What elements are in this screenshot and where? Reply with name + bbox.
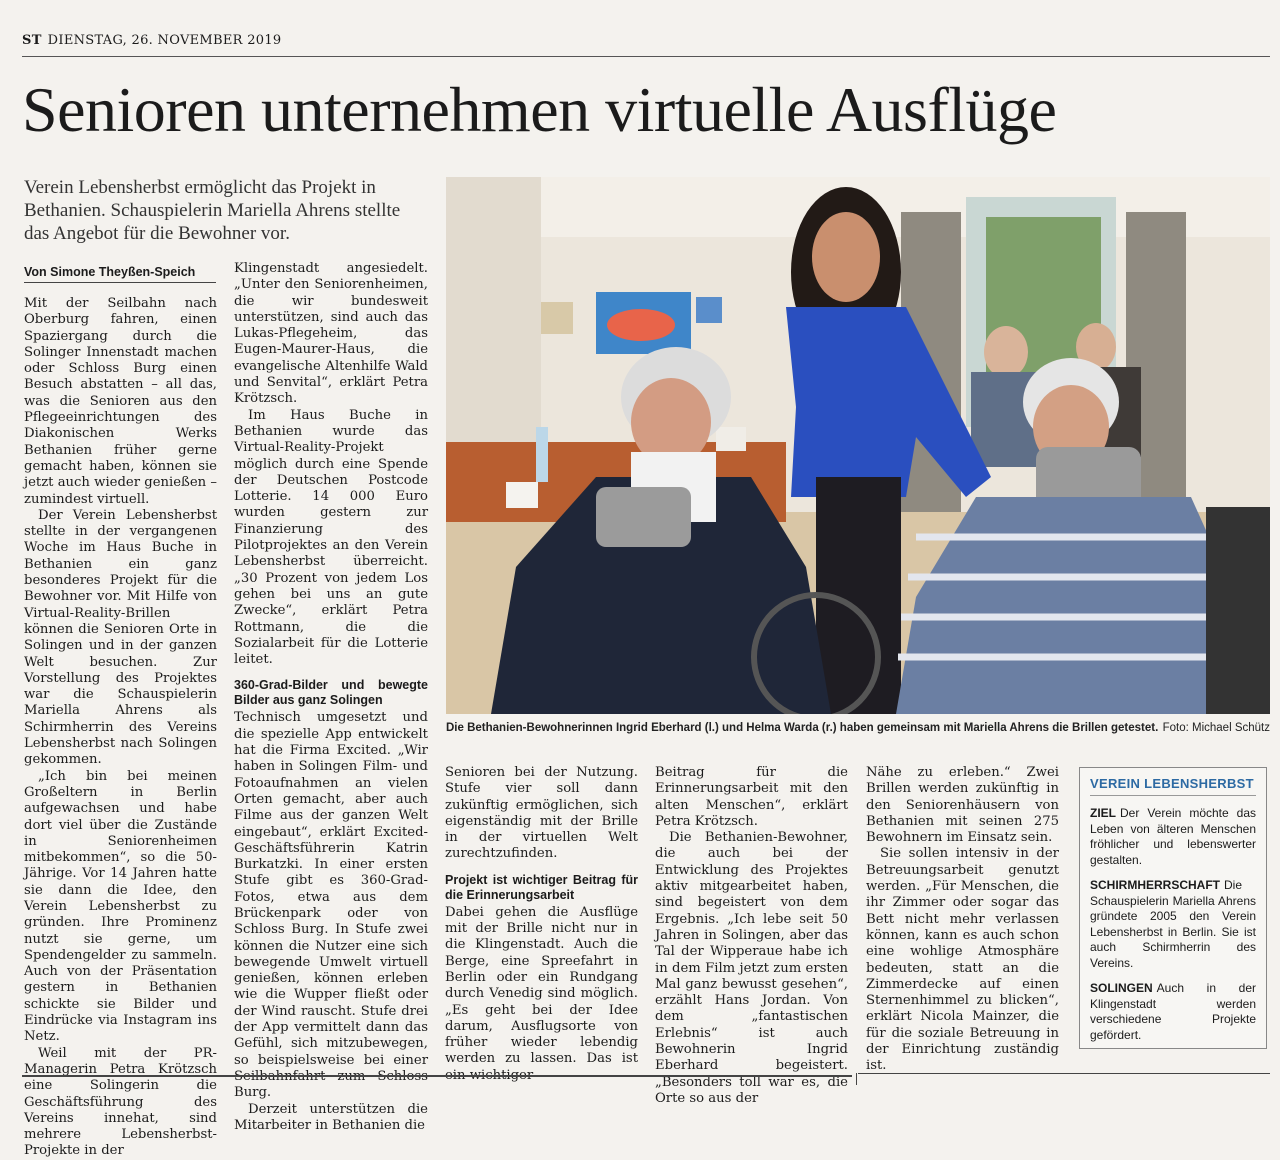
bottom-divider — [856, 1073, 857, 1085]
masthead — [22, 33, 281, 48]
paragraph: Nähe zu erleben.“ Zwei Brillen werden zukünftig in den Seniorenhäusern von Bethanien mit seinen 275 Bewohnern im Einsatz sein. — [866, 765, 1059, 846]
paragraph: Beitrag für die Erinnerungsarbeit mit den alten Menschen“, erklärt Petra Krötzsch. — [655, 765, 848, 829]
bottom-rule-right — [858, 1073, 1270, 1074]
info-label: SOLINGEN — [1090, 981, 1153, 995]
top-rule — [22, 56, 1270, 57]
info-solingen — [1090, 981, 1256, 1043]
photo-credit: Foto: Michael Schütz — [1162, 722, 1270, 734]
info-label: ZIEL — [1090, 806, 1116, 820]
paragraph: Dabei gehen die Ausflüge mit der Brille nicht nur in die Klingenstadt. Auch die Berge, eine Spreefahrt in Berlin oder ein Rundgang durch Venedig sind möglich. „Es geht bei der Idee darum, Ausflugsorte von früher wieder lebendig werden zu lassen. Das ist ein wichtiger — [445, 904, 638, 1083]
article-column-1 — [24, 296, 217, 1160]
article-column-5 — [866, 765, 1059, 1075]
issue-date: DIENSTAG, 26. NOVEMBER 2019 — [47, 33, 282, 48]
bottom-rule — [22, 1075, 852, 1077]
intertitle: 360-Grad-Bilder und bewegte Bilder aus ganz Solingen — [234, 678, 428, 708]
paragraph: Klingenstadt angesiedelt. „Unter den Seniorenheimen, die wir bundesweit unterstützen, sind auch das Lukas-Pflegeheim, das Eugen-Maurer-Haus, die evangelische Altenhilfe Wald und Senvital“, erklärt Petra Krötzsch. — [234, 261, 428, 407]
info-schirmherrschaft — [1090, 878, 1256, 971]
info-text: Auch in der Klingenstadt werden verschiedene Projekte gefördert. — [1090, 981, 1256, 1042]
paragraph: Der Verein Lebensherbst stellte in der vergangenen Woche im Haus Buche in Bethanien ein ganz besonderes Projekt für die Bewohner vor. Mit Hilfe von Virtual-Reality-Brillen können die Senioren Orte in Solingen und in der ganzen Welt besuchen. Zur Vorstellung des Projektes war die Schauspielerin Mariella Ahrens als Schirmherrin des Vereins Lebensherbst nach Solingen gekommen. — [24, 507, 217, 768]
paragraph: „Ich bin bei meinen Großeltern in Berlin aufgewachsen und habe dort viel über die Zustände in Seniorenheimen mitbekommen“, so die 50-Jährige. Vor 14 Jahren hatte sie dann die Idee, den Verein Lebensherbst zu gründen. Ihre Prominenz nutzt sie gerne, um Spendengelder zu sammeln. Auch von der Präsentation gestern in Bethanien schickte sie Bilder und Eindrücke via Instagram ins Netz. — [24, 768, 217, 1045]
article-column-4 — [655, 765, 848, 1107]
paper-abbrev: ST — [22, 33, 42, 48]
info-box — [1079, 767, 1267, 1049]
headline: Senioren unternehmen virtuelle Ausflüge — [22, 74, 1057, 145]
paragraph: Senioren bei der Nutzung. Stufe vier soll dann zukünftig ermöglichen, sich eigenständig mit der Brille in der virtuellen Welt zurechtzufinden. — [445, 765, 638, 862]
paragraph: Im Haus Buche in Bethanien wurde das Virtual-Reality-Projekt möglich durch eine Spende der Deutschen Postcode Lotterie. 14 000 Euro wurden gestern zur Finanzierung des Pilotprojektes an den Verein Lebensherbst überreicht. „30 Prozent von jedem Los gehen bei uns an gute Zwecke“, erklärt Petra Rottmann, die die Sozialarbeit für die Lotterie leitet. — [234, 407, 428, 668]
photo-caption — [446, 722, 1270, 734]
caption-text: Die Bethanien-Bewohnerinnen Ingrid Eberhard (l.) und Helma Warda (r.) haben gemeinsam mit Mariella Ahrens die Brillen getestet. — [446, 722, 1159, 734]
byline: Von Simone Theyßen-Speich — [24, 265, 216, 283]
photo-illustration — [446, 177, 1270, 714]
info-box-title: VEREIN LEBENSHERBST — [1090, 776, 1256, 796]
intertitle: Projekt ist wichtiger Beitrag für die Erinnerungsarbeit — [445, 872, 638, 902]
paragraph: Derzeit unterstützen die Mitarbeiter in Bethanien die — [234, 1101, 428, 1133]
info-label: SCHIRMHERRSCHAFT — [1090, 878, 1220, 892]
paragraph: Mit der Seilbahn nach Oberburg fahren, einen Spaziergang durch die Solinger Innenstadt machen oder Schloss Burg einen Besuch abstatten – all das, was die Senioren aus den Pflegeeinrichtungen des Diakonischen Werks Bethanien früher gerne gemacht haben, können sie jetzt auch wieder genießen – zumindest virtuell. — [24, 296, 217, 507]
paragraph: Technisch umgesetzt und die spezielle App entwickelt hat die Firma Excited. „Wir haben in Solingen Film- und Fotoaufnahmen an vielen Orten gemacht, aber auch Filme aus der ganzen Welt eingebaut“, erklärt Excited-Geschäftsführerin Katrin Burkatzki. In einer ersten Stufe gibt es 360-Grad-Fotos, etwa aus dem Brückenpark oder von Schloss Burg. In Stufe zwei können die Nutzer eine sich bewegende Umwelt virtuell genießen, können erleben wie die Wupper fließt oder der Wind rauscht. Stufe drei der App vermittelt dann das Gefühl, sich mitzubewegen, so beispielsweise bei einer Seilbahnfahrt zum Schloss Burg. — [234, 710, 428, 1101]
article-column-2 — [234, 261, 428, 1134]
subhead: Verein Lebensherbst ermöglicht das Projekt in Bethanien. Schauspielerin Mariella Ahrens stellte das Angebot für die Bewohner vor. — [24, 177, 401, 244]
info-text: Die Schauspielerin Mariella Ahrens gründete 2005 den Verein Lebensherbst in Berlin. Sie ist auch Schirmherrin des Vereins. — [1090, 878, 1256, 970]
info-text: Der Verein möchte das Leben von älteren Menschen fröhlicher und lebenswerter gestalten. — [1090, 806, 1256, 867]
paragraph: Weil mit der PR-Managerin Petra Krötzsch eine Solingerin die Geschäftsführung des Vereins innehat, sind mehrere Lebensherbst-Projekte in der — [24, 1045, 217, 1159]
info-ziel — [1090, 806, 1256, 868]
paragraph: Die Bethanien-Bewohner, die auch bei der Entwicklung des Projektes aktiv mitgearbeitet haben, sind begeistert von dem Ergebnis. „Ich lebe seit 50 Jahren in Solingen, aber das Tal der Wipperaue habe ich in dem Film jetzt zum ersten Mal ganz bewusst gesehen“, erzählt Hans Jordan. Von dem „fantastischen Erlebnis“ ist auch Bewohnerin Ingrid Eberhard begeistert. „Besonders toll war es, die Orte so aus der — [655, 830, 848, 1106]
article-column-3 — [445, 765, 638, 1084]
paragraph: Sie sollen intensiv in der Betreuungsarbeit genutzt werden. „Für Menschen, die ihr Zimmer oder sogar das Bett nicht mehr verlassen können, kann es auch schon eine wohlige Atmosphäre bedeuten, statt an die Zimmerdecke auf einen Sternenhimmel zu blicken“, erklärt Nicola Mainzer, die für die soziale Betreuung in der Einrichtung zuständig ist. — [866, 846, 1059, 1074]
article-photo — [446, 177, 1270, 714]
